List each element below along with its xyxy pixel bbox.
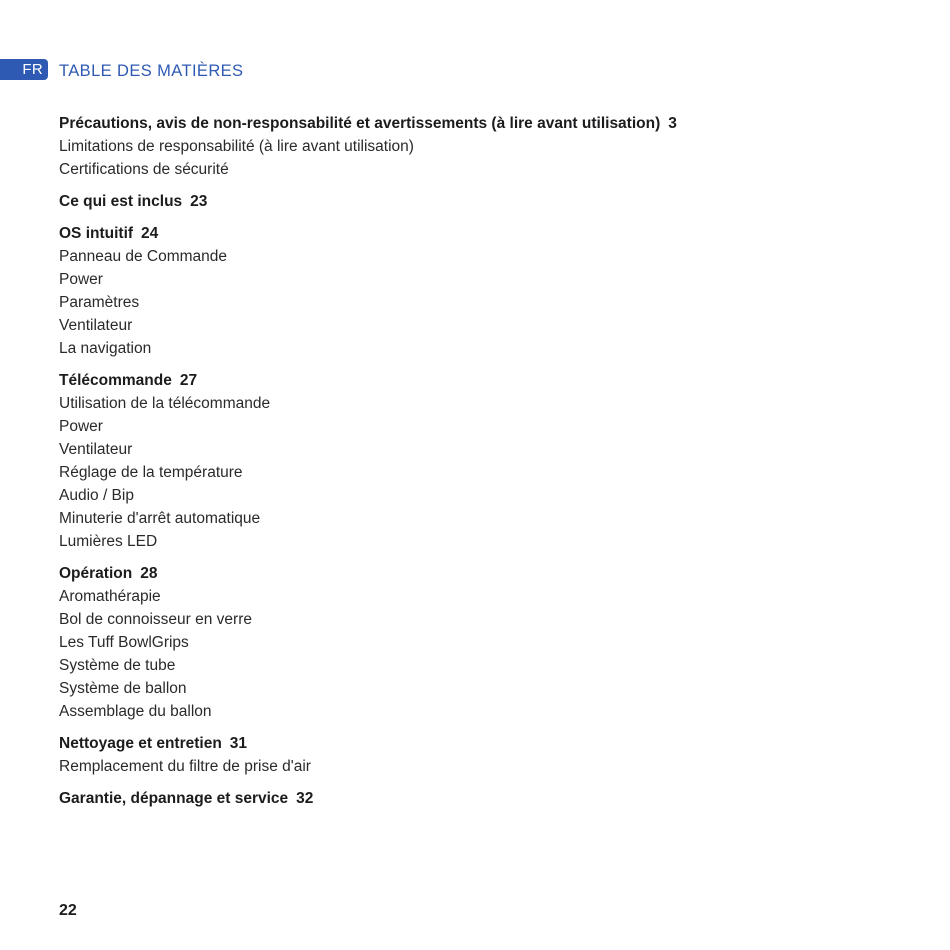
toc-section-os <box>59 222 919 360</box>
toc-section-heading[interactable] <box>59 369 919 392</box>
toc-section-included <box>59 190 919 213</box>
toc-section-heading[interactable] <box>59 562 919 585</box>
toc-subitem[interactable]: Audio / Bip <box>59 487 134 504</box>
toc-section-precautions <box>59 112 919 181</box>
toc-subitem[interactable]: Power <box>59 271 103 288</box>
toc-section-heading[interactable] <box>59 190 919 213</box>
toc-section-title: Garantie, dépannage et service <box>59 790 289 807</box>
toc-subitem[interactable]: Système de ballon <box>59 680 187 697</box>
toc-subitem[interactable]: Lumières LED <box>59 533 158 550</box>
toc-section-title: OS intuitif <box>59 225 134 242</box>
toc-section-title: Précautions, avis de non-responsabilité et avertissements (à lire avant utilisation) <box>59 115 661 132</box>
toc-section-title: Nettoyage et entretien <box>59 735 222 752</box>
toc-page-number: 24 <box>141 225 159 242</box>
page-number: 22 <box>59 902 77 919</box>
toc-subitem[interactable]: La navigation <box>59 340 152 357</box>
toc-section-heading[interactable] <box>59 112 919 135</box>
toc-subitem[interactable]: Ventilateur <box>59 317 133 334</box>
table-of-contents <box>59 112 919 819</box>
toc-page-number: 23 <box>190 193 208 210</box>
toc-subitem[interactable]: Les Tuff BowlGrips <box>59 634 189 651</box>
toc-section-cleaning <box>59 732 919 778</box>
toc-section-title: Télécommande <box>59 372 172 389</box>
toc-page-number: 32 <box>296 790 314 807</box>
toc-page-number: 27 <box>179 372 198 389</box>
toc-section-remote <box>59 369 919 553</box>
toc-section-operation <box>59 562 919 723</box>
toc-subitem[interactable]: Minuterie d'arrêt automatique <box>59 510 261 527</box>
toc-subitem[interactable]: Bol de connoisseur en verre <box>59 611 253 628</box>
toc-section-heading[interactable] <box>59 732 919 755</box>
toc-subitem[interactable]: Ventilateur <box>59 441 133 458</box>
toc-section-heading[interactable] <box>59 222 919 245</box>
toc-subitem[interactable]: Panneau de Commande <box>59 248 228 265</box>
toc-subitem[interactable]: Utilisation de la télécommande <box>59 395 271 412</box>
toc-subitem[interactable]: Power <box>59 418 103 435</box>
language-badge: FR <box>0 59 48 80</box>
toc-subitem[interactable]: Assemblage du ballon <box>59 703 212 720</box>
toc-section-heading[interactable] <box>59 787 919 810</box>
toc-section-warranty <box>59 787 919 810</box>
toc-page-number: 31 <box>229 735 248 752</box>
page-title: TABLE DES MATIÈRES <box>59 62 244 80</box>
toc-subitem[interactable]: Certifications de sécurité <box>59 161 229 178</box>
toc-page-number: 28 <box>140 565 158 582</box>
toc-section-title: Opération <box>59 565 133 582</box>
toc-subitem[interactable]: Aromathérapie <box>59 588 161 605</box>
toc-subitem[interactable]: Remplacement du filtre de prise d'air <box>59 758 311 775</box>
toc-subitem[interactable]: Paramètres <box>59 294 140 311</box>
toc-subitem[interactable]: Limitations de responsabilité (à lire avant utilisation) <box>59 138 414 155</box>
toc-subitem[interactable]: Système de tube <box>59 657 176 674</box>
toc-subitem[interactable]: Réglage de la température <box>59 464 243 481</box>
toc-page-number: 3 <box>668 115 677 132</box>
toc-section-title: Ce qui est inclus <box>59 193 183 210</box>
